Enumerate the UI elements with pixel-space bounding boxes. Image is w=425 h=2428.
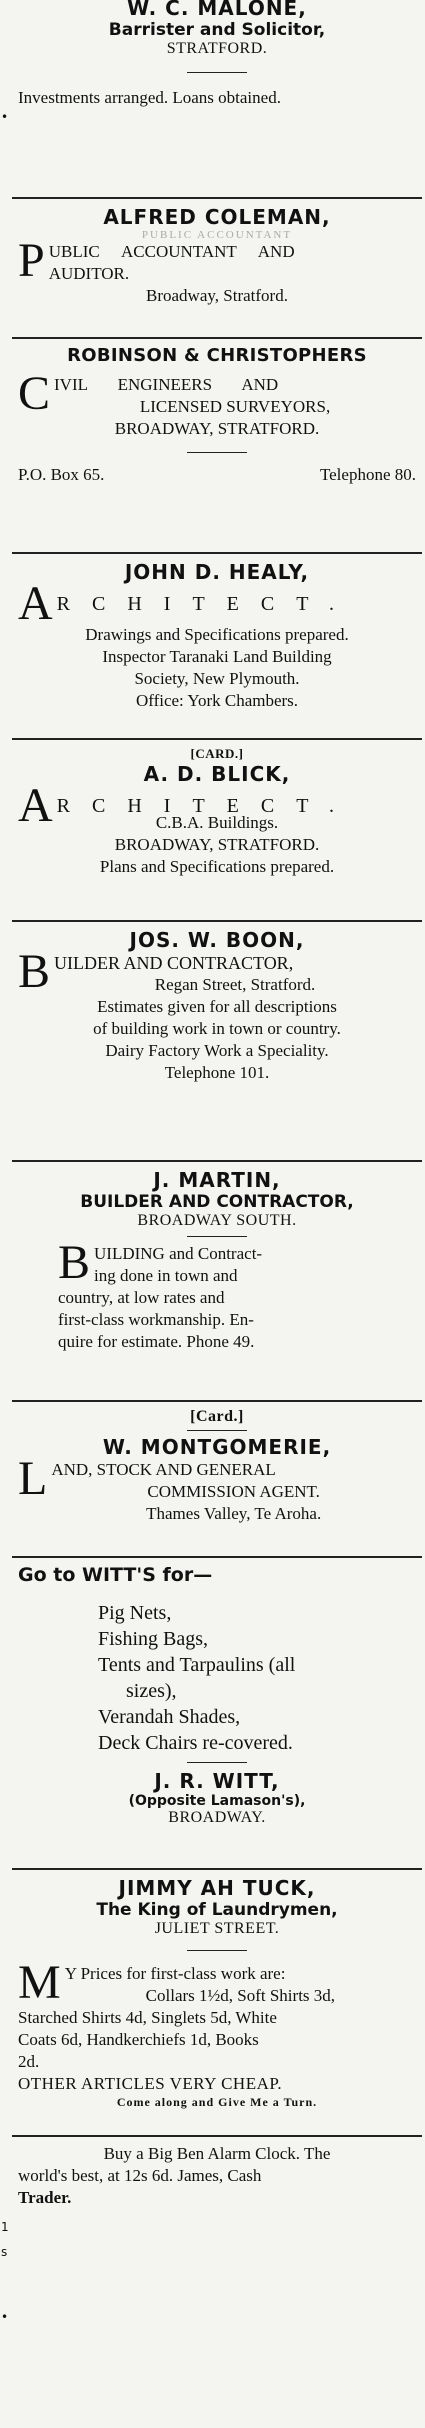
ad-title: The King of Laundrymen, [96,1900,338,1920]
ad-footnote: Come along and Give Me a Turn. [116,2095,318,2109]
ad-line: Drawings and Specifications prepared. [85,625,349,644]
ad-line: Collars 1½d, Soft Shirts 3d, [145,1986,336,2005]
ad-line: UILDER AND CONTRACTOR, [54,953,294,973]
ad-line: Office: York Chambers. [135,691,299,710]
ad-healy [12,554,422,740]
po-box: P.O. Box 65. [18,465,105,484]
ad-note: Investments arranged. Loans obtained. [18,88,281,107]
ad-line: AND, STOCK AND GENERAL [51,1460,276,1479]
ad-place: JULIET STREET. [154,1920,280,1937]
ad-heading: Go to WITT'S for— [18,1564,213,1586]
ad-line: Plans and Specifications prepared. [99,857,335,876]
ad-malone [12,0,422,199]
ad-line: UILDING and Contract- [94,1244,263,1263]
ad-body [18,1236,416,1289]
ad-place: STRATFORD. [166,40,268,57]
ad-line: OTHER ARTICLES VERY CHEAP. [18,2074,283,2093]
ad-line: Coats 6d, Handkerchiefs 1d, Books [18,2030,259,2049]
ad-line: Inspector Taranaki Land Building [102,647,332,666]
ad-martin [12,1162,422,1402]
ad-line: COMMISSION AGENT. [147,1482,320,1501]
list-item: Pig Nets, [98,1602,172,1624]
ad-cash-trader [12,2137,422,2217]
ad-body [18,1956,416,2009]
ad-body [18,577,416,630]
divider [187,1762,247,1763]
witt-item-list [18,1600,416,1756]
ad-name: JIMMY AH TUCK, [118,1876,316,1900]
ad-line: quire for estimate. Phone 49. [58,1332,255,1351]
ad-sub: (Opposite Lamason's), [128,1793,306,1809]
edge-mark: 1 [1,2220,9,2234]
ad-line: Trader. [18,2188,72,2207]
drop-capital: C [18,367,51,420]
ad-coleman [12,199,422,339]
ad-name: W. MONTGOMERIE, [102,1435,332,1459]
ad-line: Thames Valley, Te Aroha. [146,1504,322,1523]
ad-line: UBLIC ACCOUNTANT AND [48,242,295,261]
ad-line: Buy a Big Ben Alarm Clock. The [103,2144,331,2163]
ad-line: world's best, at 12s 6d. James, Cash [18,2166,262,2185]
drop-capital: P [18,234,45,287]
drop-capital: M [18,1956,61,2009]
ad-place: BROADWAY SOUTH. [137,1212,297,1229]
ad-address: Broadway, Stratford. [146,286,288,305]
ad-name: W. C. MALONE, [127,0,307,20]
ad-name: J. MARTIN, [153,1168,281,1192]
ad-line: country, at low rates and [58,1288,225,1307]
ad-name: J. R. WITT, [154,1769,280,1793]
drop-capital: A [18,779,53,832]
ad-name: ALFRED COLEMAN, [103,205,331,229]
ad-line: Dairy Factory Work a Speciality. [105,1041,329,1060]
ad-line: C.B.A. Buildings. [155,813,279,832]
ad-body [18,1452,416,1525]
list-item: Tents and Tarpaulins (all [98,1654,296,1676]
ad-line: BROADWAY, STRATFORD. [114,835,320,854]
ad-profession: Barrister and Solicitor, [108,20,326,40]
ad-witt [12,1558,422,1870]
advertisement-column [12,0,422,2217]
ad-line: 2d. [18,2052,40,2071]
list-item: sizes), [126,1680,177,1702]
ad-name: JOHN D. HEALY, [124,560,310,584]
divider [187,452,247,453]
ad-montgomerie [12,1402,422,1558]
faded-text: PUBLIC ACCOUNTANT [141,229,293,241]
ad-line: BROADWAY, STRATFORD. [114,419,320,438]
drop-capital: L [18,1452,48,1505]
telephone: Telephone 80. [319,465,416,484]
divider [187,1236,247,1237]
card-label: [CARD.] [190,746,244,761]
ad-line: Society, New Plymouth. [134,669,300,688]
ad-spaced-line: RCHITECT. [56,795,356,817]
card-label: [Card.] [190,1408,244,1425]
ad-body [18,234,416,287]
ad-line: Telephone 101. [164,1063,270,1082]
list-item: Fishing Bags, [98,1628,209,1650]
ad-line: ing done in town and [94,1266,238,1285]
ad-line: Starched Shirts 4d, Singlets 5d, White [18,2008,277,2027]
divider [187,72,247,73]
divider [187,1430,247,1431]
divider [187,1950,247,1951]
ad-name: ROBINSON & CHRISTOPHERS [67,345,367,366]
drop-capital: B [18,945,51,998]
ad-contact-row [18,465,416,485]
ad-line: first-class workmanship. En- [58,1310,254,1329]
ad-line: IVIL ENGINEERS AND [54,375,279,394]
ad-place: BROADWAY. [168,1809,266,1826]
ad-robinson [12,339,422,554]
edge-mark: • [1,2310,9,2324]
ad-line: Y Prices for first-class work are: [64,1964,286,1983]
list-item: Deck Chairs re-covered. [98,1732,293,1754]
list-item: Verandah Shades, [98,1706,241,1728]
left-edge-marks [0,0,12,2428]
ad-line: AUDITOR. [48,264,130,283]
edge-mark: s [1,2245,8,2259]
ad-name: A. D. BLICK, [143,762,291,786]
ad-name: JOS. W. BOON, [129,928,305,952]
ad-blick [12,740,422,922]
ad-boon [12,922,422,1162]
ad-body [18,945,416,998]
ad-body [18,367,416,420]
ad-line: LICENSED SURVEYORS, [139,397,331,416]
drop-capital: A [18,577,53,630]
ad-title: BUILDER AND CONTRACTOR, [80,1192,354,1212]
ad-spaced-line: RCHITECT. [56,593,356,615]
drop-capital: B [58,1236,91,1289]
ad-line: Estimates given for all descriptions [97,997,337,1016]
ad-line: of building work in town or country. [93,1019,341,1038]
ad-ahtuck [12,1870,422,2137]
edge-mark: • [1,110,9,124]
ad-line: Regan Street, Stratford. [154,975,316,994]
